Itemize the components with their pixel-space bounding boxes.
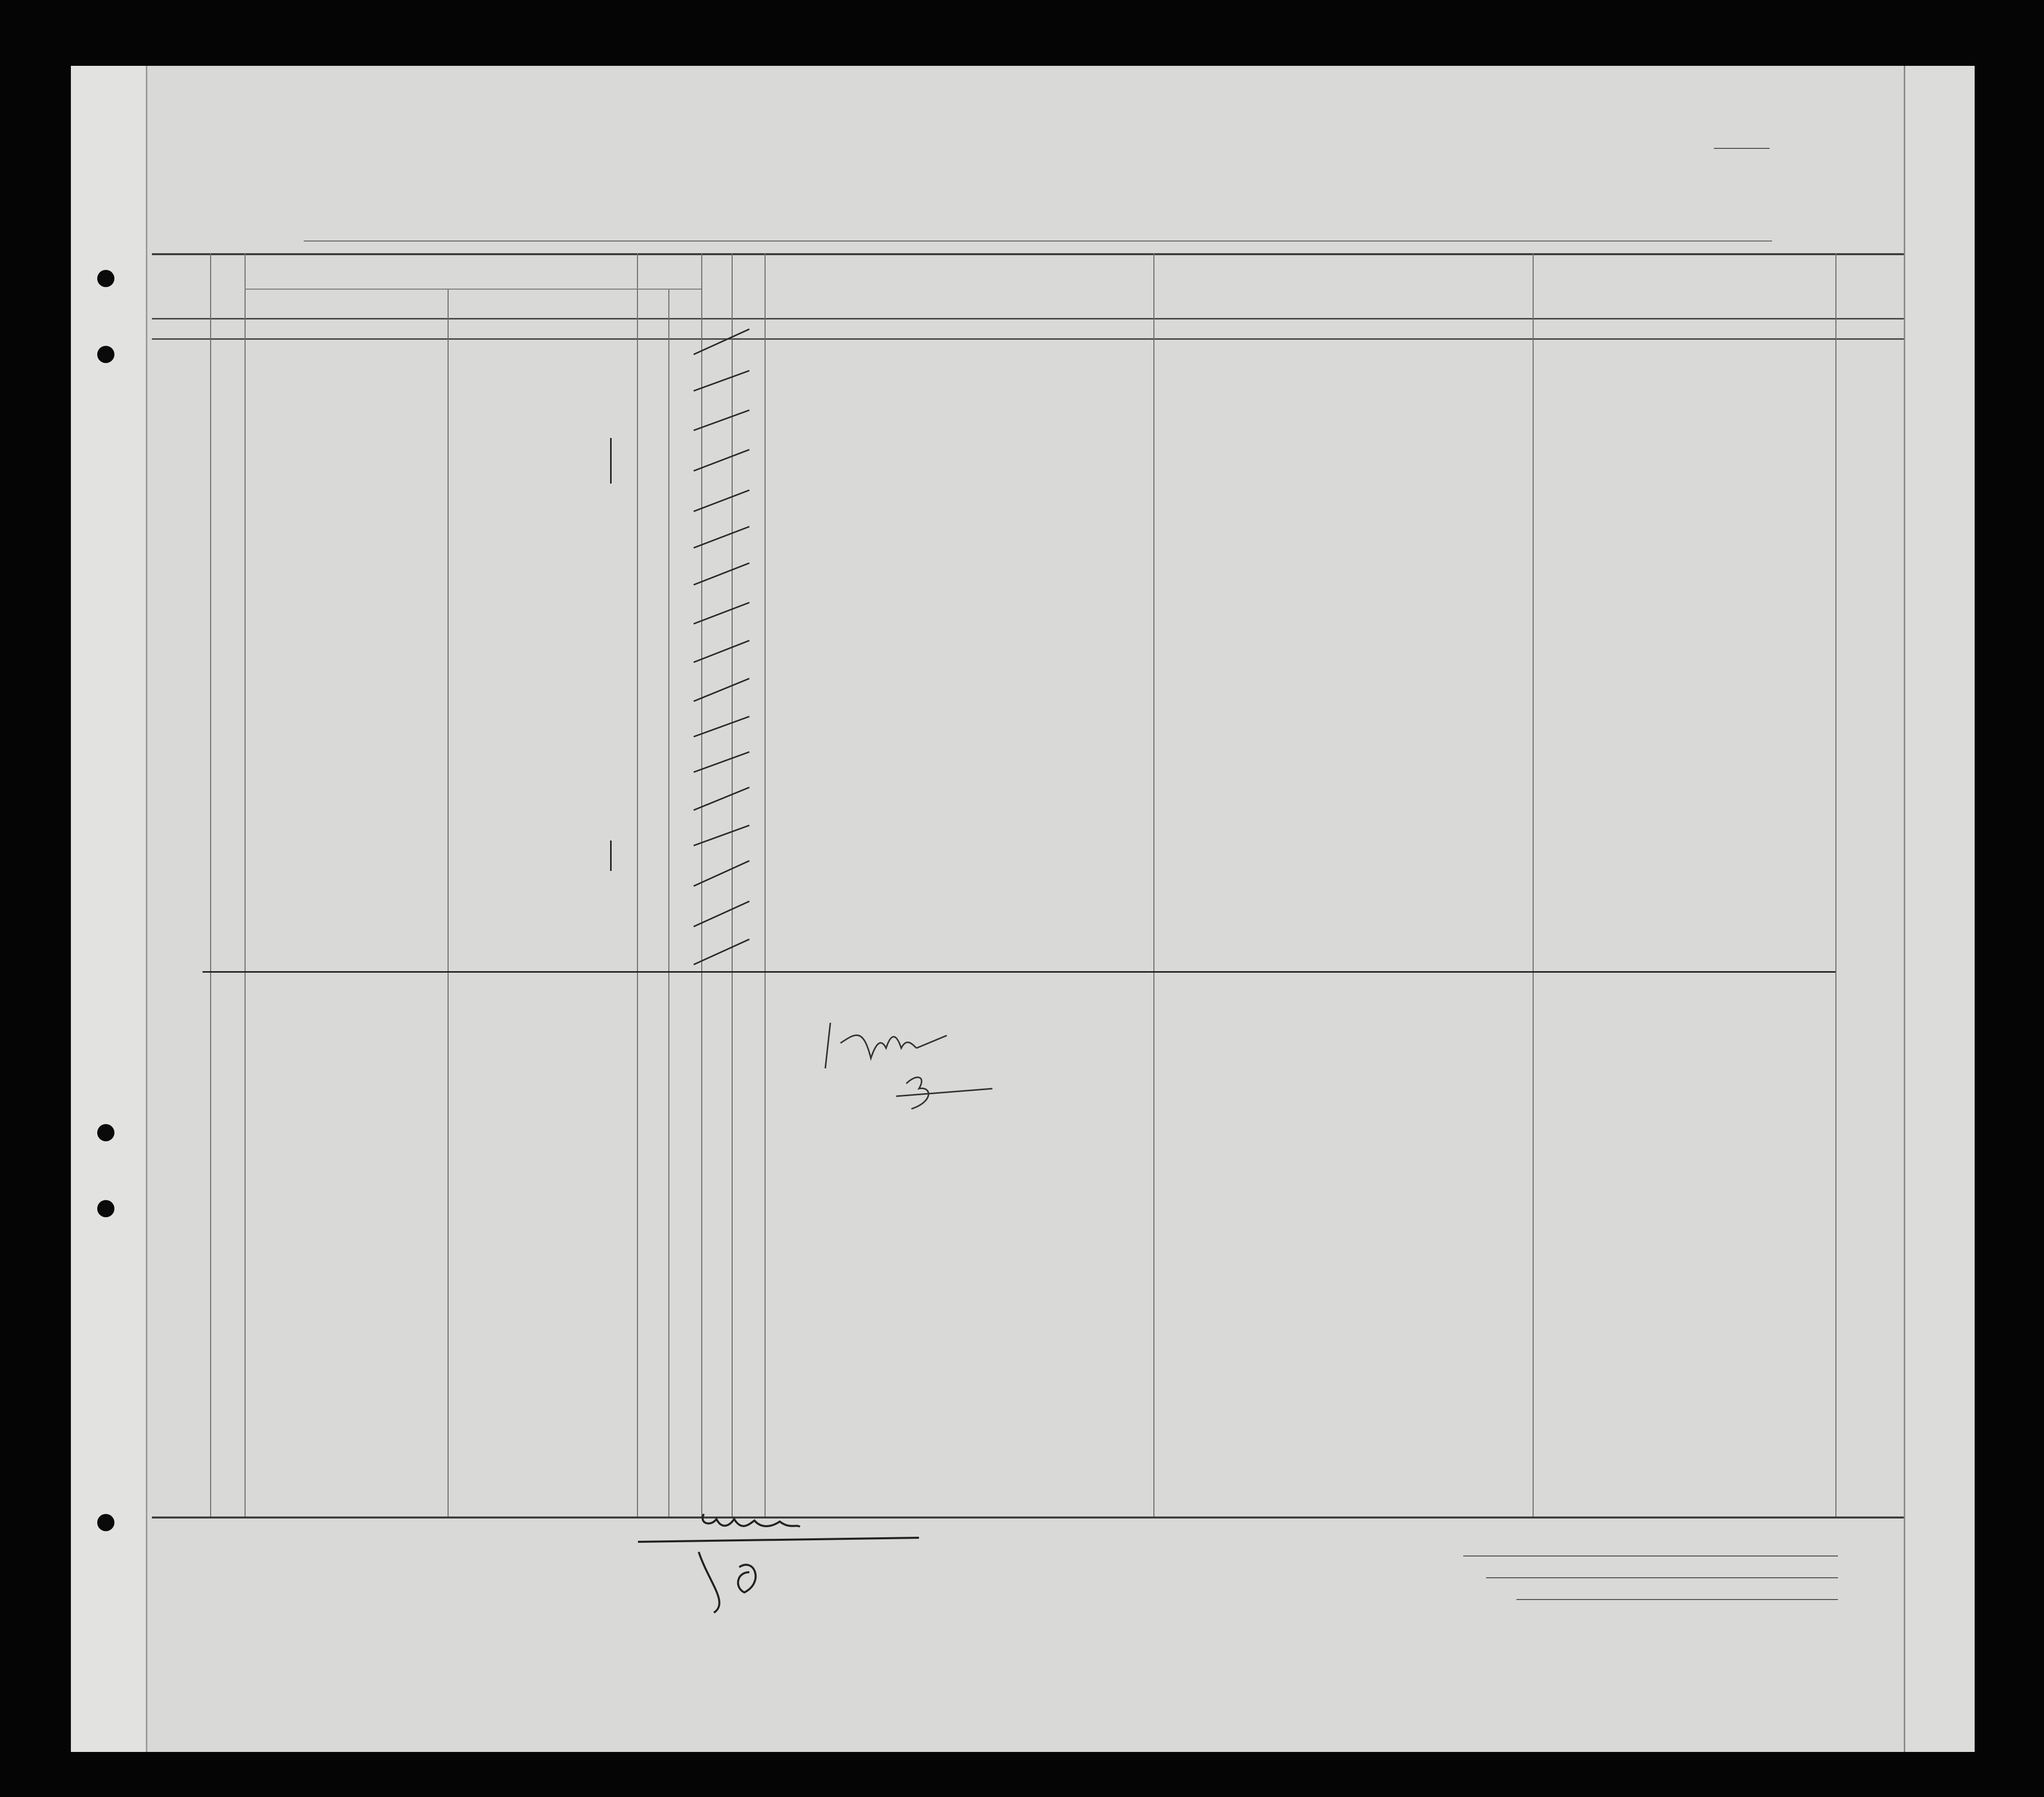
stub-border: [146, 66, 147, 1752]
punch-hole: [97, 1200, 114, 1217]
col-divider: [448, 289, 449, 1516]
col-divider: [210, 253, 211, 1516]
name-age-subheader-line: [245, 289, 701, 290]
col-divider: [245, 253, 246, 1516]
number-line: [1714, 148, 1770, 149]
voyage-underline: [304, 241, 1772, 242]
punch-hole: [97, 1514, 114, 1531]
table-header-border: [152, 318, 1904, 320]
col-divider: [637, 253, 638, 1516]
table-header-border-2: [152, 338, 1904, 340]
line-17-strike: [203, 971, 1835, 973]
left-binding-stub: [71, 66, 147, 1752]
table-top-border: [152, 253, 1904, 255]
col-divider: [668, 289, 669, 1516]
col-divider: [1153, 253, 1154, 1516]
table-bottom-border: [152, 1516, 1904, 1519]
punch-hole: [97, 346, 114, 363]
punch-hole: [97, 1124, 114, 1141]
col-divider: [1835, 253, 1836, 1516]
col-divider: [1533, 253, 1534, 1516]
age-mark: [610, 438, 612, 484]
agents-field: [1516, 1599, 1838, 1600]
handwritten-signature: [815, 1013, 1053, 1119]
punch-hole: [97, 270, 114, 287]
age-mark: [610, 841, 612, 871]
line-field: [1463, 1555, 1838, 1556]
right-binding-stub: [1904, 66, 1975, 1752]
tally-check-marks: [673, 324, 775, 1018]
purser-signature: [628, 1506, 932, 1618]
owners-field: [1486, 1577, 1838, 1578]
